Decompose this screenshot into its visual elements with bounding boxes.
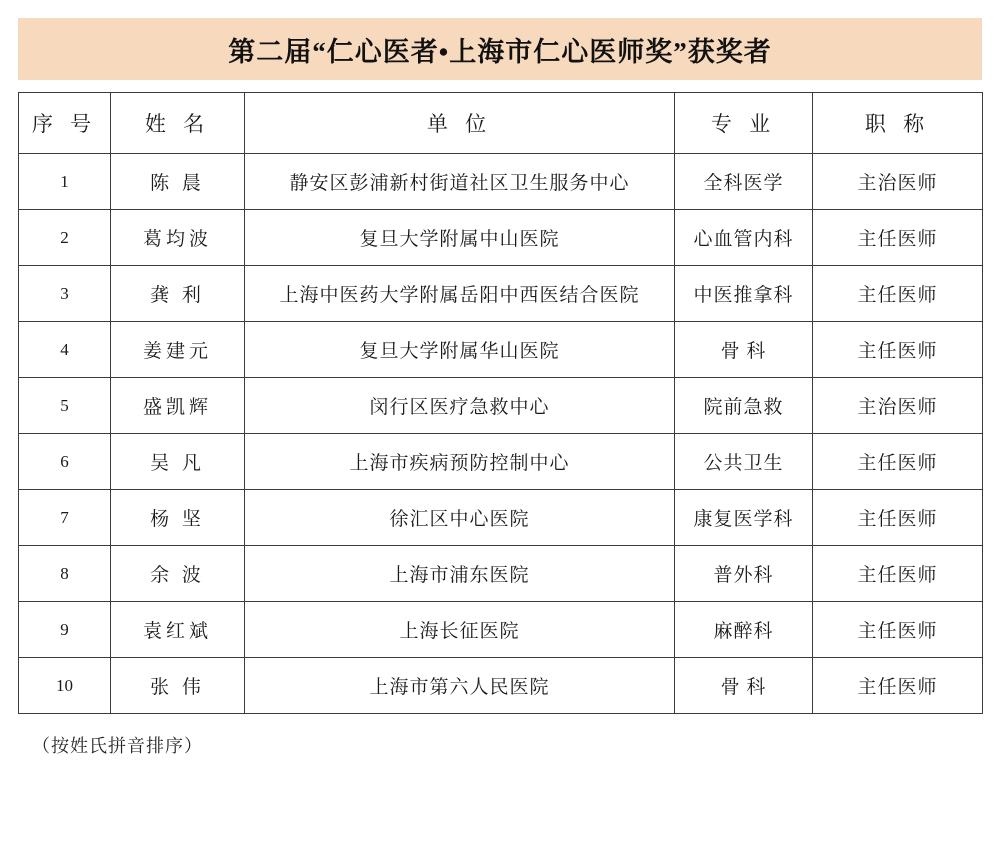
cell-no: 8	[19, 546, 111, 602]
table-body	[19, 154, 983, 714]
cell-unit: 上海市疾病预防控制中心	[245, 434, 675, 490]
cell-major: 中医推拿科	[675, 266, 813, 322]
title-banner	[18, 18, 982, 80]
cell-rank: 主任医师	[813, 546, 983, 602]
table-row	[19, 546, 983, 602]
table-row	[19, 266, 983, 322]
column-header-unit: 单 位	[245, 93, 675, 154]
cell-rank: 主任医师	[813, 602, 983, 658]
page-title: 第二届“仁心医者•上海市仁心医师奖”获奖者	[228, 36, 772, 67]
cell-major: 骨 科	[675, 658, 813, 714]
column-header-name: 姓 名	[111, 93, 245, 154]
cell-no: 2	[19, 210, 111, 266]
cell-no: 6	[19, 434, 111, 490]
column-header-no: 序 号	[19, 93, 111, 154]
cell-name: 余 波	[111, 546, 245, 602]
cell-rank: 主治医师	[813, 378, 983, 434]
cell-no: 9	[19, 602, 111, 658]
column-header-major: 专 业	[675, 93, 813, 154]
award-table	[18, 92, 983, 714]
cell-no: 5	[19, 378, 111, 434]
cell-major: 全科医学	[675, 154, 813, 210]
table-row	[19, 434, 983, 490]
cell-unit: 上海中医药大学附属岳阳中西医结合医院	[245, 266, 675, 322]
table-row	[19, 490, 983, 546]
cell-no: 1	[19, 154, 111, 210]
cell-name: 吴 凡	[111, 434, 245, 490]
cell-major: 公共卫生	[675, 434, 813, 490]
cell-major: 康复医学科	[675, 490, 813, 546]
cell-rank: 主任医师	[813, 490, 983, 546]
cell-rank: 主任医师	[813, 658, 983, 714]
cell-no: 10	[19, 658, 111, 714]
table-header-row	[19, 93, 983, 154]
cell-rank: 主任医师	[813, 266, 983, 322]
cell-major: 骨 科	[675, 322, 813, 378]
table-row	[19, 602, 983, 658]
cell-rank: 主任医师	[813, 434, 983, 490]
cell-no: 4	[19, 322, 111, 378]
table-header	[19, 93, 983, 154]
cell-unit: 上海市浦东医院	[245, 546, 675, 602]
cell-major: 心血管内科	[675, 210, 813, 266]
table-row	[19, 154, 983, 210]
cell-unit: 闵行区医疗急救中心	[245, 378, 675, 434]
cell-no: 7	[19, 490, 111, 546]
table-row	[19, 210, 983, 266]
cell-rank: 主治医师	[813, 154, 983, 210]
cell-unit: 徐汇区中心医院	[245, 490, 675, 546]
cell-name: 杨 坚	[111, 490, 245, 546]
cell-name: 龚 利	[111, 266, 245, 322]
cell-name: 袁红斌	[111, 602, 245, 658]
cell-major: 普外科	[675, 546, 813, 602]
footnote: （按姓氏拼音排序）	[32, 736, 203, 756]
table-row	[19, 658, 983, 714]
cell-unit: 上海市第六人民医院	[245, 658, 675, 714]
cell-rank: 主任医师	[813, 210, 983, 266]
column-header-rank: 职 称	[813, 93, 983, 154]
table-row	[19, 378, 983, 434]
cell-name: 盛凯辉	[111, 378, 245, 434]
cell-major: 麻醉科	[675, 602, 813, 658]
cell-rank: 主任医师	[813, 322, 983, 378]
cell-no: 3	[19, 266, 111, 322]
cell-unit: 复旦大学附属中山医院	[245, 210, 675, 266]
cell-unit: 静安区彭浦新村街道社区卫生服务中心	[245, 154, 675, 210]
cell-major: 院前急救	[675, 378, 813, 434]
table-row	[19, 322, 983, 378]
cell-unit: 上海长征医院	[245, 602, 675, 658]
cell-unit: 复旦大学附属华山医院	[245, 322, 675, 378]
cell-name: 姜建元	[111, 322, 245, 378]
cell-name: 陈 晨	[111, 154, 245, 210]
cell-name: 张 伟	[111, 658, 245, 714]
cell-name: 葛均波	[111, 210, 245, 266]
